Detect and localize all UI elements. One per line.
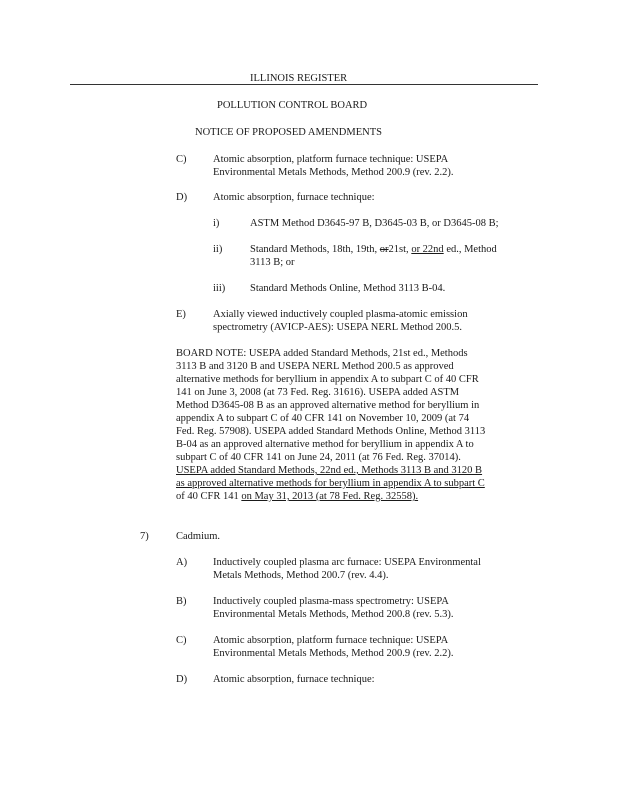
item-d-text: Atomic absorption, furnace technique:: [213, 192, 375, 203]
sub-ii-struck: or: [379, 244, 389, 255]
sub-ii-text-b: 21st,: [388, 244, 412, 255]
cad-b-line2: Environmental Metals Methods, Method 200.8 (rev. 5.3).: [213, 609, 454, 620]
board-note-line: alternative methods for beryllium in appendix A to subpart C of 40 CFR: [176, 374, 479, 385]
cad-c-line1: Atomic absorption, platform furnace technique: USEPA: [213, 635, 449, 646]
cad-b-label: B): [176, 596, 187, 607]
board-note-line: [176, 477, 576, 490]
item-c-label: C): [176, 154, 187, 165]
item-7-text: Cadmium.: [176, 531, 221, 542]
item-7-label: 7): [140, 531, 149, 542]
board-note-line: 141 on June 3, 2008 (at 73 Fed. Reg. 31616). USEPA added ASTM: [176, 387, 460, 398]
sub-ii-label: ii): [213, 244, 223, 255]
board-note-line: Fed. Reg. 57908). USEPA added Standard Methods Online, Method 3113: [176, 426, 486, 437]
cad-a-line2: Metals Methods, Method 200.7 (rev. 4.4).: [213, 570, 389, 581]
board-note-underlined-1: USEPA added Standard Methods, 22nd ed., Methods 3113 B and 3120 B: [176, 465, 483, 476]
board-title: POLLUTION CONTROL BOARD: [217, 100, 368, 111]
sub-ii-text-c: ed., Method: [443, 244, 497, 255]
sub-ii-underlined: or 22nd: [411, 244, 444, 255]
cad-c-label: C): [176, 635, 187, 646]
board-note-line: subpart C of 40 CFR 141 on June 24, 2011 (at 76 Fed. Reg. 37014).: [176, 452, 461, 463]
item-c-line1: Atomic absorption, platform furnace technique: USEPA: [213, 154, 449, 165]
board-note-line: Method D3645-08 B as an approved alternative method for beryllium in: [176, 400, 480, 411]
board-note-line: BOARD NOTE: USEPA added Standard Methods, 21st ed., Methods: [176, 348, 468, 359]
board-note-plain: of 40 CFR 141: [176, 491, 242, 502]
item-e-line2: spectrometry (AVICP-AES): USEPA NERL Method 200.5.: [213, 322, 462, 333]
sub-ii-line1: [250, 243, 497, 256]
cad-c-line2: Environmental Metals Methods, Method 200.9 (rev. 2.2).: [213, 648, 454, 659]
cad-d-line1: Atomic absorption, furnace technique:: [213, 674, 375, 685]
board-note-line: appendix A to subpart C of 40 CFR 141 on November 10, 2009 (at 74: [176, 413, 470, 424]
sub-i-label: i): [213, 218, 220, 229]
item-c-line2: Environmental Metals Methods, Method 200.9 (rev. 2.2).: [213, 167, 454, 178]
cad-a-line1: Inductively coupled plasma arc furnace: USEPA Environmental: [213, 557, 481, 568]
header-rule: [70, 84, 538, 85]
sub-iii-label: iii): [213, 283, 226, 294]
item-e-line1: Axially viewed inductively coupled plasma-atomic emission: [213, 309, 468, 320]
cad-b-line1: Inductively coupled plasma-mass spectrometry: USEPA: [213, 596, 449, 607]
item-e-label: E): [176, 309, 186, 320]
board-note-line: 3113 B and 3120 B and USEPA NERL Method 200.5 as approved: [176, 361, 454, 372]
board-note-line: [176, 464, 576, 477]
sub-ii-line2: 3113 B; or: [250, 257, 295, 268]
board-note-line: B-04 as an approved alternative method for beryllium in appendix A to: [176, 439, 474, 450]
item-d-label: D): [176, 192, 188, 203]
board-note-underlined-2: as approved alternative methods for beryllium in appendix A to subpart C: [176, 478, 485, 489]
notice-title: NOTICE OF PROPOSED AMENDMENTS: [195, 127, 382, 138]
sub-i-text: ASTM Method D3645-97 B, D3645-03 B, or D3645-08 B;: [250, 218, 499, 229]
sub-iii-text: Standard Methods Online, Method 3113 B-04.: [250, 283, 446, 294]
sub-ii-text-a: Standard Methods, 18th, 19th,: [250, 244, 380, 255]
register-title: ILLINOIS REGISTER: [250, 73, 348, 84]
cad-d-label: D): [176, 674, 188, 685]
board-note: [176, 347, 576, 503]
cad-a-label: A): [176, 557, 188, 568]
board-note-line: [176, 490, 576, 503]
board-note-underlined-3: on May 31, 2013 (at 78 Fed. Reg. 32558).: [241, 491, 419, 502]
